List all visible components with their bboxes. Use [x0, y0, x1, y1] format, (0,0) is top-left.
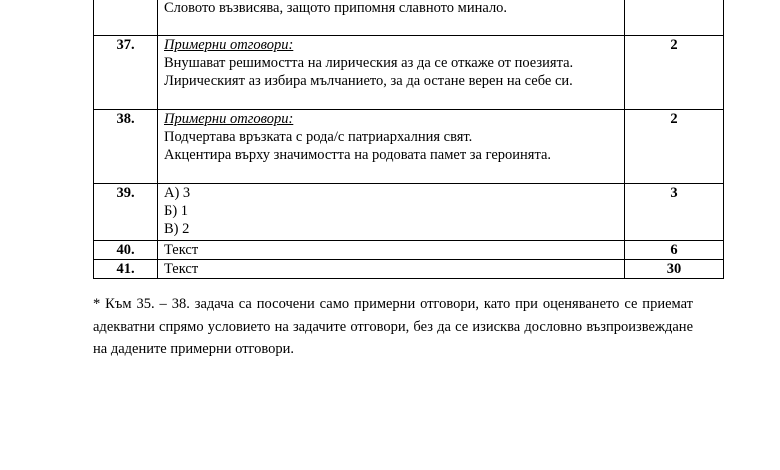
answer-line: А) 3	[164, 185, 191, 201]
question-number: 38.	[94, 110, 158, 184]
answer-cell	[158, 36, 625, 110]
answer-cell	[158, 184, 625, 241]
answer-line: Текст	[164, 261, 199, 277]
table-row	[94, 184, 724, 241]
question-number: 39.	[94, 184, 158, 241]
answer-line: Б) 1	[164, 203, 189, 219]
question-number: 37.	[94, 36, 158, 110]
question-number: 41.	[94, 260, 158, 279]
points-cell	[625, 0, 724, 36]
points-cell: 30	[625, 260, 724, 279]
question-number: 40.	[94, 241, 158, 260]
points-cell: 6	[625, 241, 724, 260]
answer-cell	[158, 260, 625, 279]
table-row	[94, 110, 724, 184]
answer-line: Лирическият аз избира мълчанието, за да остане верен на себе си.	[164, 73, 573, 89]
answer-line: Акцентира върху значимостта на родовата памет за героинята.	[164, 147, 552, 163]
points-cell: 2	[625, 36, 724, 110]
answer-line: Подчертава връзката с рода/с патриархалния свят.	[164, 129, 473, 145]
answer-line: В) 2	[164, 221, 190, 237]
points-cell: 3	[625, 184, 724, 241]
footnote: * Към 35. – 38. задача са посочени само примерни отговори, като при оценяването се приемат адекватни спрямо условието на задачите отговори, без да се изисква дословно възпроизвеждане на дадените примерни отговори.	[93, 296, 693, 357]
table-row	[94, 0, 724, 36]
answer-label: Примерни отговори:	[164, 111, 294, 127]
table-row	[94, 260, 724, 279]
answer-label: Примерни отговори:	[164, 37, 294, 53]
answer-line: Словото възвисява, защото припомня славното минало.	[164, 0, 508, 16]
points-cell: 2	[625, 110, 724, 184]
table-row	[94, 36, 724, 110]
question-number	[94, 0, 158, 36]
answer-cell	[158, 241, 625, 260]
answer-cell	[158, 0, 625, 36]
answer-line: Внушават решимостта на лирическия аз да се откаже от поезията.	[164, 55, 574, 71]
answer-key-table	[93, 0, 724, 279]
table-row	[94, 241, 724, 260]
answer-line: Текст	[164, 242, 199, 258]
answer-cell	[158, 110, 625, 184]
